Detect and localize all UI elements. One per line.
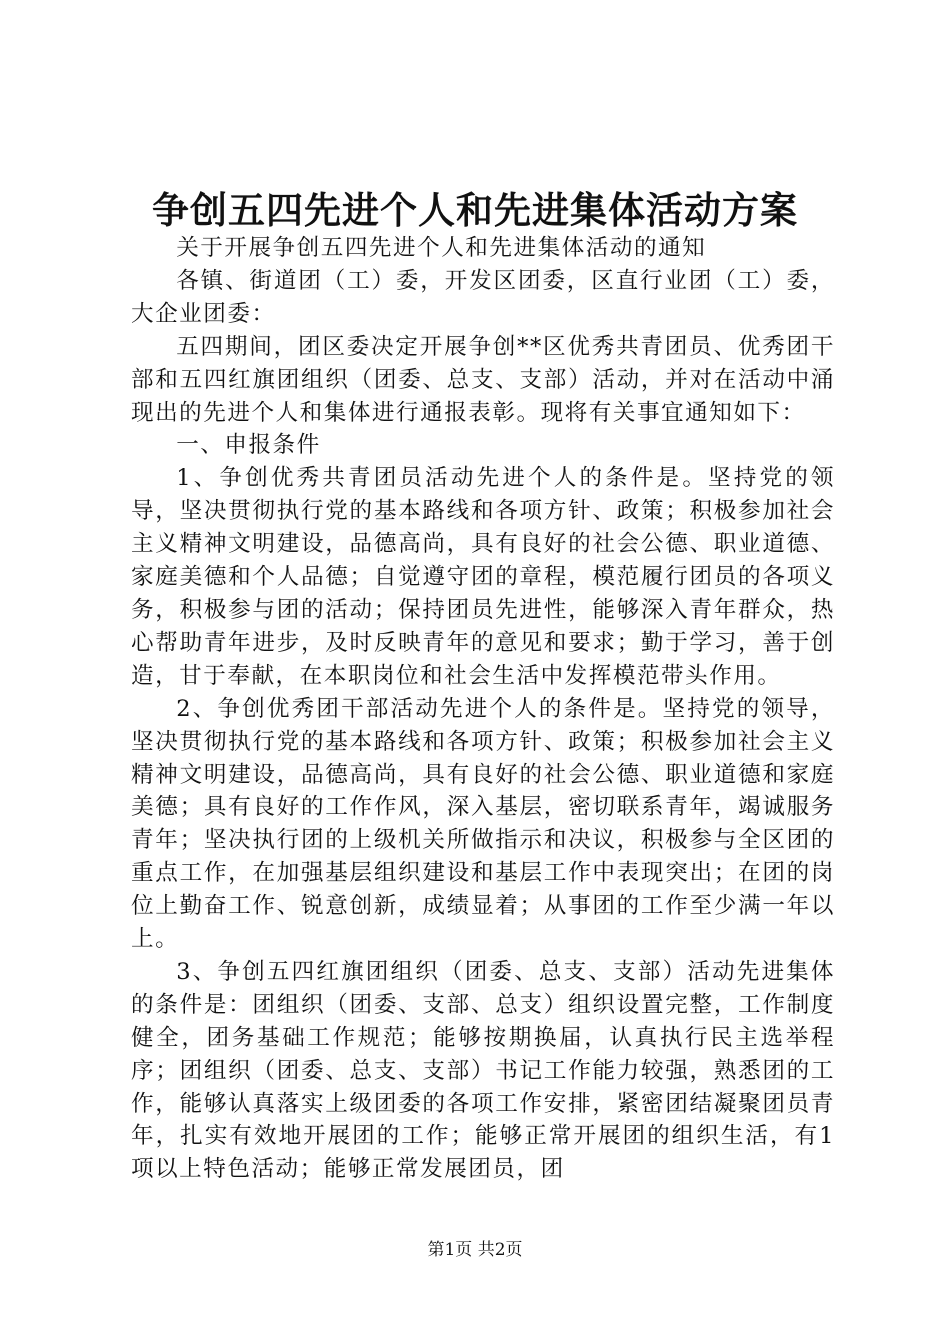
intro-paragraph: 五四期间，团区委决定开展争创**区优秀共青团员、优秀团干部和五四红旗团组织（团委、总支、支部）活动，并对在活动中涌现出的先进个人和集体进行通报表彰。现将有关事宜通知如下： [131, 333, 835, 426]
section-heading: 一、申报条件 [176, 432, 321, 459]
notice-heading-paragraph: 关于开展争创五四先进个人和先进集体活动的通知 [176, 235, 707, 261]
condition-paragraph-1: 1、争创优秀共青团员活动先进个人的条件是。坚持党的领导，坚决贯彻执行党的基本路线和各项方针、政策；积极参加社会主义精神文明建设，品德高尚，具有良好的社会公德、职业道德、家庭美德和个人品德；自觉遵守团的章程，模范履行团员的各项义务，积极参与团的活动；保持团员先进性，能够深入青年群众，热心帮助青年进步，及时反映青年的意见和要求；勤于学习，善于创造，甘于奉献，在本职岗位和社会生活中发挥模范带头作用。 [131, 465, 835, 689]
document-body [131, 232, 835, 1186]
condition-paragraph-3: 3、争创五四红旗团组织（团委、总支、支部）活动先进集体的条件是：团组织（团委、支部、总支）组织设置完整，工作制度健全，团务基础工作规范；能够按期换届，认真执行民主选举程序；团组织（团委、总支、支部）书记工作能力较强，熟悉团的工作，能够认真落实上级团委的各项工作安排，紧密团结凝聚团员青年，扎实有效地开展团的工作；能够正常开展团的组织生活，有1项以上特色活动；能够正常发展团员，团 [131, 958, 835, 1183]
page-footer: 第1页 共2页 [427, 1240, 523, 1260]
document-title: 争创五四先进个人和先进集体活动方案 [152, 188, 798, 232]
addressee-paragraph: 各镇、街道团（工）委，开发区团委，区直行业团（工）委，大企业团委： [131, 267, 835, 327]
condition-paragraph-2: 2、争创优秀团干部活动先进个人的条件是。坚持党的领导，坚决贯彻执行党的基本路线和各项方针、政策；积极参加社会主义精神文明建设，品德高尚，具有良好的社会公德、职业道德和家庭美德；具有良好的工作作风，深入基层，密切联系青年，竭诚服务青年；坚决执行团的上级机关所做指示和决议，积极参与全区团的重点工作，在加强基层组织建设和基层工作中表现突出；在团的岗位上勤奋工作、锐意创新，成绩显着；从事团的工作至少满一年以上。 [131, 695, 835, 953]
